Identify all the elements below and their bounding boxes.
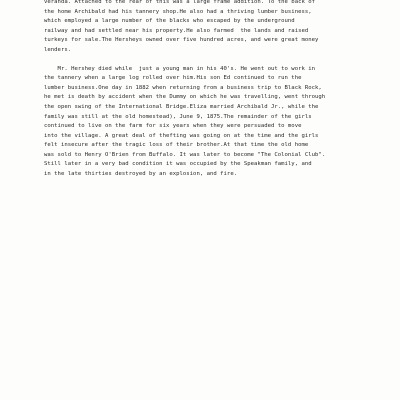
typed-text-body xyxy=(44,0,389,179)
text-line: veranda. Attached to the rear of this was a large frame addition. To the back of xyxy=(44,0,316,5)
text-line: continued to live on the farm for six years when they were persuaded to move xyxy=(44,123,302,130)
text-line: Mr. Hershey died while just a young man in his 40's. He went out to work in xyxy=(44,65,316,72)
text-line: family was still at the old homestead), June 9, 1875.The remainder of the girls xyxy=(44,113,312,120)
text-line: in the late thirties destroyed by an explosion, and fire. xyxy=(44,170,238,177)
text-line: railway and had settled near his property.He also farmed the lands and raised xyxy=(44,27,309,34)
text-line: lumber business.One day in 1882 when returning from a business trip to Black Rock, xyxy=(44,84,322,91)
text-line: felt insecure after the tragic loss of their brother.At that time the old home xyxy=(44,142,309,149)
text-line: the tannery when a large log rolled over him.His son Ed continued to run the xyxy=(44,75,302,82)
text-line: the open swing of the International Bridge.Eliza married Archibald Jr., while the xyxy=(44,104,319,111)
text-line: Still later in a very bad condition it was occupied by the Speakman family, and xyxy=(44,161,312,168)
text-line: the home Archibald had his tannery shop.He also had a thriving lumber business, xyxy=(44,8,312,15)
text-line: turkeys for sale.The Hersheys owned over five hundred acres, and were great money xyxy=(44,37,319,44)
text-line: which employed a large number of the blacks who escaped by the underground xyxy=(44,18,295,25)
text-line: into the village. A great deal of thefting was going on at the time and the girls xyxy=(44,132,319,139)
paragraph-2 xyxy=(44,65,389,180)
text-line: he met is death by accident when the Dummy on which he was travelling, went through xyxy=(44,94,326,101)
paragraph-gap xyxy=(44,55,389,65)
paragraph-1 xyxy=(44,0,389,55)
text-line: lenders. xyxy=(44,46,72,53)
text-line: was sold to Henry O'Brien from Buffalo. It was later to become "The Colonial Club". xyxy=(44,151,326,158)
